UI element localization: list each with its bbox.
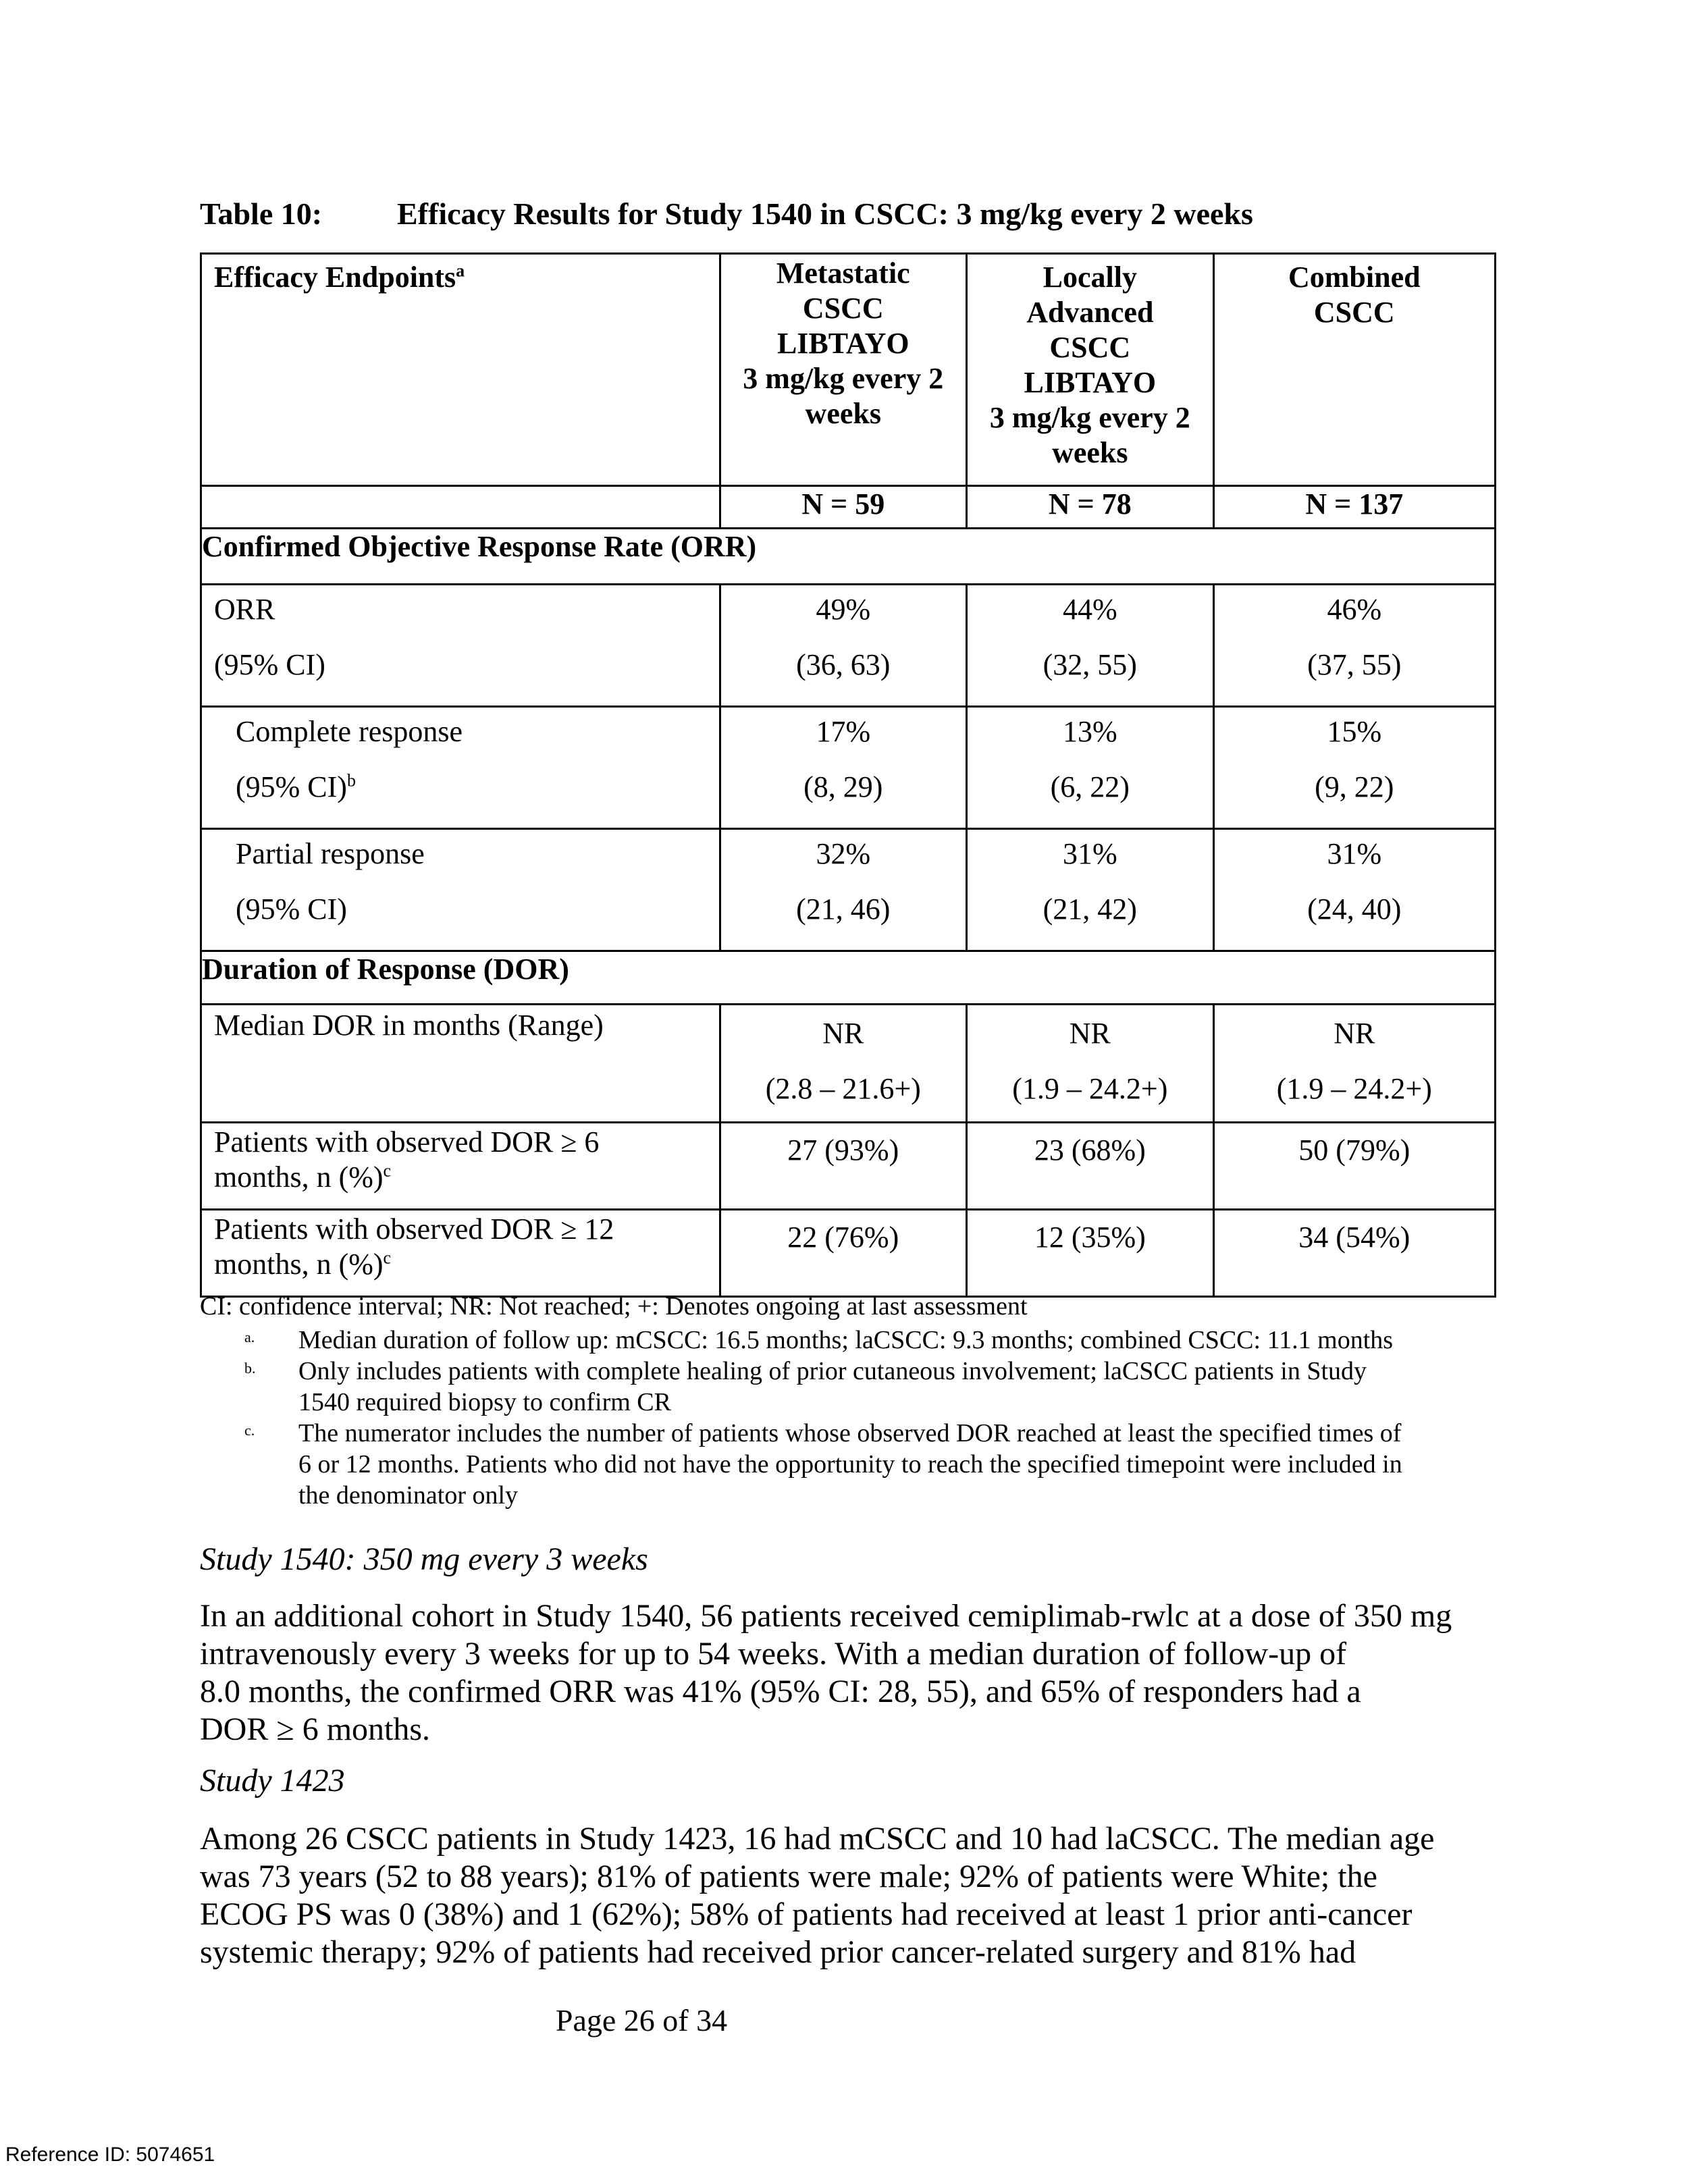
table-header-row xyxy=(201,254,1496,486)
table-footnotes xyxy=(200,1291,1510,1511)
table-row-partial-response: Partial response (95% CI) 32% (21, 46) 31% (21, 42) 31% (24, 40) xyxy=(201,829,1496,951)
header-metastatic: Metastatic CSCC LIBTAYO 3 mg/kg every 2 weeks xyxy=(720,254,967,486)
footnote-abbreviations: CI: confidence interval; NR: Not reached; +: Denotes ongoing at last assessment xyxy=(200,1292,1028,1321)
heading-study-1540-350mg: Study 1540: 350 mg every 3 weeks xyxy=(200,1541,648,1577)
n-combined: N = 137 xyxy=(1213,486,1495,529)
table-row-dor-6-months: Patients with observed DOR ≥ 6 months, n (%)$^c$ 27 (93%) 23 (68%) 50 (79%) xyxy=(201,1123,1496,1210)
footnote-b: b. Only includes patients with complete healing of prior cutaneous involvement; laCSCC patients in Study 1540 required biopsy to confirm CR xyxy=(244,1357,1367,1416)
header-locally-advanced: Locally Advanced CSCC LIBTAYO 3 mg/kg every 2 weeks xyxy=(967,254,1214,486)
reference-id: Reference ID: 5074651 xyxy=(5,2143,215,2166)
n-row xyxy=(201,486,1496,529)
table-row-dor-12-months: Patients with observed DOR ≥ 12 months, n (%)$^c$ 22 (76%) 12 (35%) 34 (54%) xyxy=(201,1210,1496,1297)
n-metastatic: N = 59 xyxy=(720,486,967,529)
section-dor: Duration of Response (DOR) xyxy=(201,951,1496,1005)
header-combined: Combined CSCC xyxy=(1213,254,1495,486)
table-row-complete-response: Complete response (95% CI)$^b$ 17% (8, 29) 13% (6, 22) 15% (9, 22) xyxy=(201,707,1496,829)
footnote-c: c. The numerator includes the number of patients whose observed DOR reached at least the specified times of 6 or 12 months. Patients who did not have the opportunity to reach the specified timepoint were included in the denominator only xyxy=(244,1419,1402,1510)
table-row-median-dor: Median DOR in months (Range) NR (2.8 – 21.6+) NR (1.9 – 24.2+) NR (1.9 – 24.2+) xyxy=(201,1005,1496,1123)
n-locally-advanced: N = 78 xyxy=(967,486,1214,529)
table-title: Efficacy Results for Study 1540 in CSCC: 3 mg/kg every 2 weeks xyxy=(397,196,1253,231)
page-number: Page 26 of 34 xyxy=(555,2003,728,2037)
paragraph-study-1540-350mg: In an additional cohort in Study 1540, 56 patients received cemiplimab-rwlc at a dose of 350 mg intravenously every 3 weeks for up to 54 weeks. With a median duration of follow-up of 8.0 months, the confirmed ORR was 41% (95% CI: 28, 55), and 65% of responders had a DOR ≥ 6 months. xyxy=(200,1598,1452,1747)
header-efficacy-endpoints: Efficacy Endpoints$^a$ xyxy=(201,254,720,486)
efficacy-table xyxy=(200,252,1496,1298)
table-row-orr: ORR (95% CI) 49% (36, 63) 44% (32, 55) 46% (37, 55) xyxy=(201,585,1496,707)
heading-study-1423: Study 1423 xyxy=(200,1763,345,1799)
footnote-a: a. Median duration of follow up: mCSCC: 16.5 months; laCSCC: 9.3 months; combined CSCC: 11.1 months xyxy=(244,1326,1394,1354)
paragraph-study-1423: Among 26 CSCC patients in Study 1423, 16 had mCSCC and 10 had laCSCC. The median age was 73 years (52 to 88 years); 81% of patients were male; 92% of patients were White; the ECOG PS was 0 (38%) and 1 (62%); 58% of patients had received at least 1 prior anti-cancer systemic therapy; 92% of patients had received prior cancer-related surgery and 81% had xyxy=(200,1821,1435,1970)
table-number: Table 10: xyxy=(200,196,323,231)
section-orr: Confirmed Objective Response Rate (ORR) xyxy=(201,529,1496,585)
table-caption xyxy=(200,196,1253,232)
